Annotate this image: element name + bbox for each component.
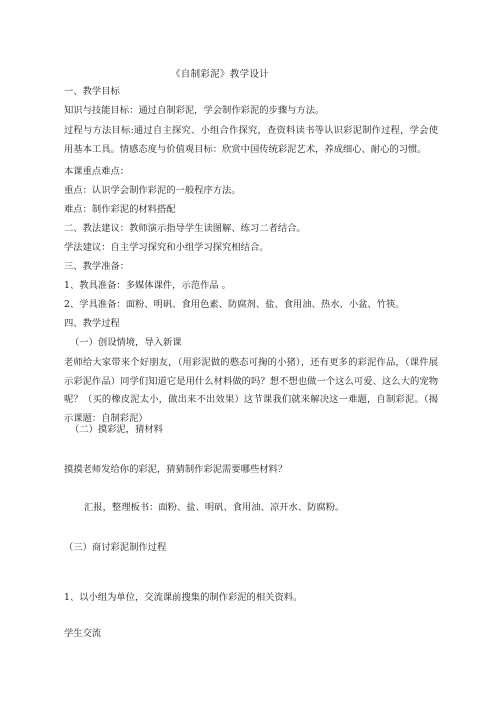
goal-knowledge-skill: 知识与技能目标：通过自制彩泥，学会制作彩泥的步骤与方法。: [64, 105, 325, 116]
section-2-teaching-advice: 二、教法建议：教师演示指导学生读图解、练习二者结合。: [64, 223, 306, 234]
key-point: 重点：认识学会制作彩泥的一般程序方法。: [64, 185, 241, 196]
step-3-heading: （三）商讨彩泥制作过程: [64, 542, 167, 553]
section-1-heading: 一、教学目标: [64, 86, 120, 97]
section-4-heading: 四、教学过程: [64, 318, 120, 329]
step-2-heading: （二）摸彩泥，猜材料: [70, 424, 163, 435]
step-2-body: 摸摸老师发给你的彩泥，猜猜制作彩泥需要哪些材料？: [64, 464, 288, 475]
step-1-heading: （一）创设情境，导入新课: [70, 337, 182, 348]
section-3-heading: 三、教学准备：: [64, 261, 130, 272]
key-difficulty-heading: 本课重点难点：: [64, 166, 130, 177]
student-exchange: 学生交流: [64, 628, 102, 639]
study-advice: 学法建议：自主学习探究和小组学习探究相结合。: [64, 242, 269, 253]
prep-teaching-tools: 1、教具准备：多媒体课件，示范作品 。: [64, 280, 231, 291]
step-2-summary: 汇报，整理板书：面粉、盐、明矾、食用油、凉开水、防腐粉。: [84, 502, 345, 513]
step-3-item-1: 1、以小组为单位，交流课前搜集的制作彩泥的相关资料。: [64, 592, 303, 603]
document-title: 《自制彩泥》教学设计: [170, 69, 269, 80]
difficulty-point: 难点：制作彩泥的材料搭配: [64, 204, 176, 215]
goal-process-method: 过程与方法目标:通过自主探究、小组合作探究，查资料读书等认识彩泥制作过程，学会使用基本工具。情感态度与价值观目标：欣赏中国传统彩泥艺术，养成细心、耐心的习惯。: [64, 125, 438, 155]
prep-student-materials: 2、学具准备：面粉、明矾、食用色素、防腐剂、盐、食用油、热水、小盆、竹筷。: [64, 299, 405, 310]
step-1-body: 老师给大家带来个好朋友，（用彩泥做的憨态可掬的小猪），还有更多的彩泥作品，（课件展示彩泥作品）同学们知道它是用什么材料做的吗？想不想也做一个这么可爱、这么大的宠物呢？（买的橡皮泥太小，做出来不出效果）这节课我们就来解决这一难题，自制彩泥。（揭示课题：自制彩泥）: [64, 357, 438, 424]
